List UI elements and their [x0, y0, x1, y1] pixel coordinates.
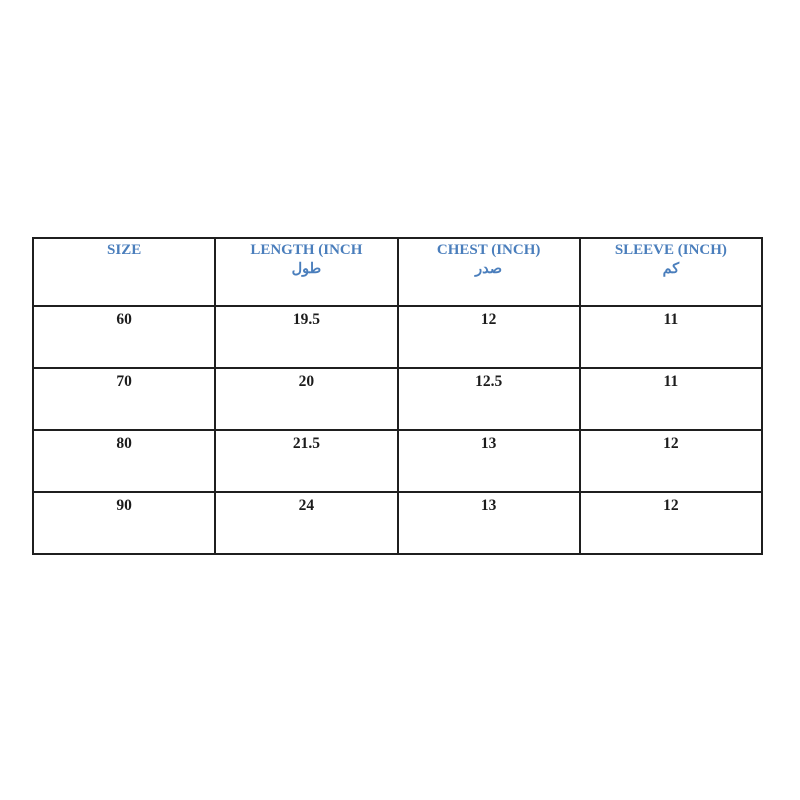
- table-row: [33, 430, 762, 492]
- table-row: [33, 492, 762, 554]
- size-chart-header: [33, 238, 762, 306]
- table-cell-size: 70: [33, 368, 215, 430]
- header-label-size: SIZE: [107, 242, 142, 258]
- table-cell-chest: 12: [398, 306, 580, 368]
- header-row: [33, 238, 762, 306]
- header-label-sleeve-arabic: كم: [662, 260, 680, 277]
- header-label-length: LENGTH (INCH: [250, 242, 363, 258]
- table-cell-sleeve: 11: [580, 306, 762, 368]
- header-label-sleeve: SLEEVE (INCH): [614, 242, 727, 258]
- table-cell-sleeve: 12: [580, 492, 762, 554]
- table-cell-length: 24: [215, 492, 397, 554]
- table-cell-sleeve: 12: [580, 430, 762, 492]
- table-cell-length: 19.5: [215, 306, 397, 368]
- table-row: [33, 306, 762, 368]
- table-cell-size: 60: [33, 306, 215, 368]
- header-cell-size: [33, 238, 215, 306]
- header-label-chest: CHEST (INCH): [436, 242, 541, 258]
- table-cell-size: 90: [33, 492, 215, 554]
- table-cell-size: 80: [33, 430, 215, 492]
- table-cell-sleeve: 11: [580, 368, 762, 430]
- table-cell-length: 20: [215, 368, 397, 430]
- table-cell-chest: 13: [398, 430, 580, 492]
- table-cell-chest: 13: [398, 492, 580, 554]
- header-cell-sleeve: [580, 238, 762, 306]
- header-label-length-arabic: طول: [291, 260, 322, 277]
- size-chart-body: [33, 306, 762, 554]
- table-cell-chest: 12.5: [398, 368, 580, 430]
- header-label-chest-arabic: صدر: [475, 260, 503, 277]
- table-row: [33, 368, 762, 430]
- header-cell-chest: [398, 238, 580, 306]
- size-chart-table: [32, 237, 763, 555]
- table-cell-length: 21.5: [215, 430, 397, 492]
- header-cell-length: [215, 238, 397, 306]
